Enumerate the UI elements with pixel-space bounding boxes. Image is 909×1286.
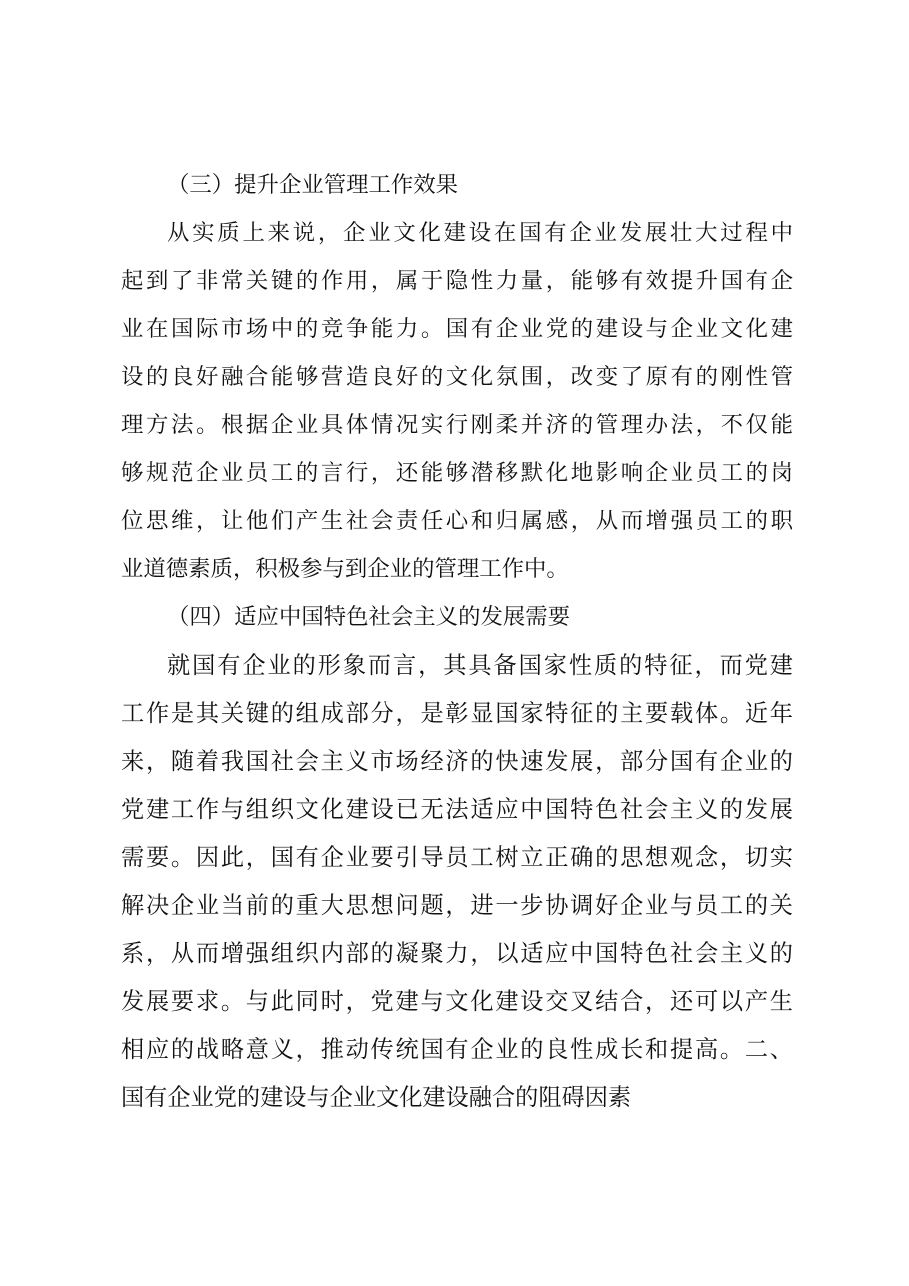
paragraph-line: 设的良好融合能够营造良好的文化氛围，改变了原有的刚性管 bbox=[121, 364, 793, 390]
paragraph-line: 业在国际市场中的竞争能力。国有企业党的建设与企业文化建 bbox=[121, 316, 793, 342]
paragraph-line: 起到了非常关键的作用，属于隐性力量，能够有效提升国有企 bbox=[121, 268, 793, 294]
paragraph-line: 来，随着我国社会主义市场经济的快速发展，部分国有企业的 bbox=[121, 748, 793, 775]
section-heading-4: （四）适应中国特色社会主义的发展需要 bbox=[167, 604, 571, 630]
paragraph-line: 从实质上来说，企业文化建设在国有企业发展壮大过程中 bbox=[167, 220, 793, 246]
paragraph-line: 理方法。根据企业具体情况实行刚柔并济的管理办法，不仅能 bbox=[121, 412, 793, 438]
paragraph-line: 业道德素质，积极参与到企业的管理工作中。 bbox=[121, 556, 569, 582]
paragraph-line: 系，从而增强组织内部的凝聚力，以适应中国特色社会主义的 bbox=[121, 940, 793, 967]
paragraph-line: 位思维，让他们产生社会责任心和归属感，从而增强员工的职 bbox=[121, 508, 793, 534]
paragraph-line: 发展要求。与此同时，党建与文化建设交叉结合，还可以产生 bbox=[121, 988, 793, 1015]
section-heading-3: （三）提升企业管理工作效果 bbox=[167, 172, 459, 198]
paragraph-line: 够规范企业员工的言行，还能够潜移默化地影响企业员工的岗 bbox=[121, 460, 793, 486]
paragraph-line: 国有企业党的建设与企业文化建设融合的阻碍因素 bbox=[121, 1084, 632, 1111]
paragraph-line: 党建工作与组织文化建设已无法适应中国特色社会主义的发展 bbox=[121, 796, 793, 823]
paragraph-line: 工作是其关键的组成部分，是彰显国家特征的主要载体。近年 bbox=[121, 700, 793, 727]
paragraph-line: 需要。因此，国有企业要引导员工树立正确的思想观念，切实 bbox=[121, 844, 793, 871]
paragraph-line: 解决企业当前的重大思想问题，进一步协调好企业与员工的关 bbox=[121, 892, 793, 919]
paragraph-line: 就国有企业的形象而言，其具备国家性质的特征，而党建 bbox=[167, 652, 793, 679]
paragraph-line: 相应的战略意义，推动传统国有企业的良性成长和提高。二、 bbox=[121, 1036, 793, 1063]
